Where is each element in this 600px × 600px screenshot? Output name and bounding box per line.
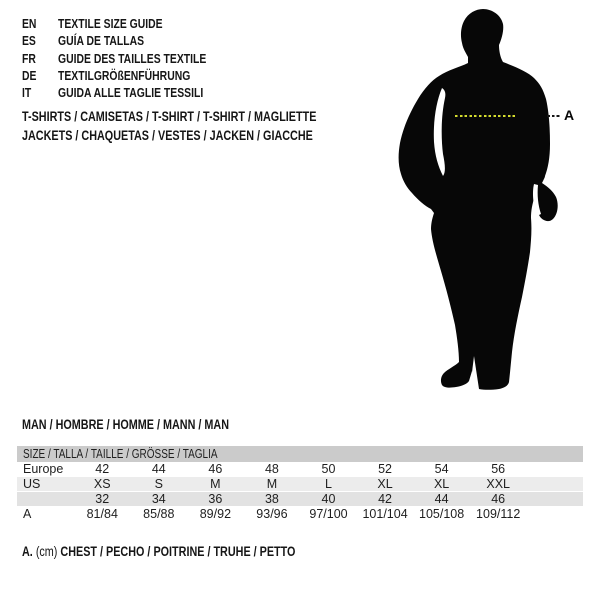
size-value: 50: [321, 462, 336, 476]
size-table-header: [17, 446, 583, 462]
row-label: [17, 492, 74, 506]
size-value: 46: [491, 492, 506, 506]
spacer-cell: [526, 492, 583, 506]
table-row: [17, 507, 583, 522]
language-label: TEXTILGRÖßENFÜHRUNG: [58, 67, 191, 83]
section-title-man: [22, 417, 281, 432]
size-value: 52: [378, 462, 393, 476]
measure-point-a-label: A: [564, 107, 575, 123]
size-value: XL: [433, 477, 450, 491]
size-table-rows: [17, 462, 583, 522]
spacer-cell: [526, 507, 583, 521]
size-value: 81/84: [86, 507, 118, 521]
footnote-text: [22, 544, 295, 559]
language-label: GUIDE DES TAILLES TEXTILE: [58, 50, 207, 66]
row-label: Europe: [23, 462, 64, 476]
size-value: 40: [321, 492, 336, 506]
spacer-cell: [526, 462, 583, 476]
size-value: 56: [491, 462, 506, 476]
size-value: 44: [151, 462, 166, 476]
man-silhouette: [395, 0, 600, 400]
footnote-body: CHEST / PECHO / POITRINE / TRUHE / PETTO: [60, 544, 296, 559]
size-table-header-text: SIZE / TALLA / TAILLE / GRÖSSE / TAGLIA: [23, 447, 218, 461]
size-value: 44: [434, 492, 449, 506]
size-value: 38: [264, 492, 279, 506]
language-code: ES: [22, 33, 36, 49]
row-label: A: [23, 507, 32, 521]
size-value: 48: [264, 462, 279, 476]
table-row: [17, 462, 583, 477]
table-row: [17, 477, 583, 492]
size-value: XXL: [486, 477, 510, 491]
size-value: 42: [378, 492, 393, 506]
spacer-cell: [526, 477, 583, 491]
category-jackets-label: JACKETS / CHAQUETAS / VESTES / JACKEN / GIACCHE: [22, 127, 313, 143]
size-value: L: [325, 477, 332, 491]
size-value: 85/88: [143, 507, 175, 521]
section-title-text: MAN / HOMBRE / HOMME / MANN / MAN: [22, 417, 229, 432]
size-value: 36: [208, 492, 223, 506]
size-value: XS: [93, 477, 111, 491]
size-value: XL: [377, 477, 393, 491]
size-value: M: [266, 477, 278, 491]
language-label: TEXTILE SIZE GUIDE: [58, 16, 163, 31]
size-value: 34: [151, 492, 166, 506]
language-code: IT: [22, 85, 32, 101]
size-value: 105/108: [419, 507, 465, 521]
language-label: GUIDA ALLE TAGLIE TESSILI: [58, 85, 204, 101]
size-value: M: [210, 477, 221, 491]
footnote-unit: (cm): [35, 544, 58, 559]
language-label: GUÍA DE TALLAS: [58, 33, 145, 49]
size-value: 97/100: [309, 507, 348, 521]
size-value: 42: [95, 462, 110, 476]
size-value: 93/96: [256, 507, 288, 521]
size-table: [17, 446, 583, 522]
row-label: US: [23, 477, 41, 491]
size-value: 54: [434, 462, 449, 476]
footnote-prefix: A.: [22, 544, 33, 559]
measurement-footnote: [22, 544, 364, 559]
size-value: S: [154, 477, 163, 491]
measure-leader-dashes: [547, 115, 560, 117]
size-value: 109/112: [476, 507, 521, 521]
language-code: FR: [22, 50, 36, 66]
table-row: [17, 492, 583, 507]
size-value: 101/104: [362, 507, 408, 521]
language-code: EN: [22, 16, 37, 31]
language-code: DE: [22, 67, 37, 83]
size-value: 89/92: [199, 507, 232, 521]
chest-measure-dashed-line: [455, 115, 517, 117]
category-tshirts-label: T-SHIRTS / CAMISETAS / T-SHIRT / T-SHIRT / MAGLIETTE: [22, 109, 317, 124]
size-value: 46: [208, 462, 223, 476]
size-value: 32: [95, 492, 110, 506]
